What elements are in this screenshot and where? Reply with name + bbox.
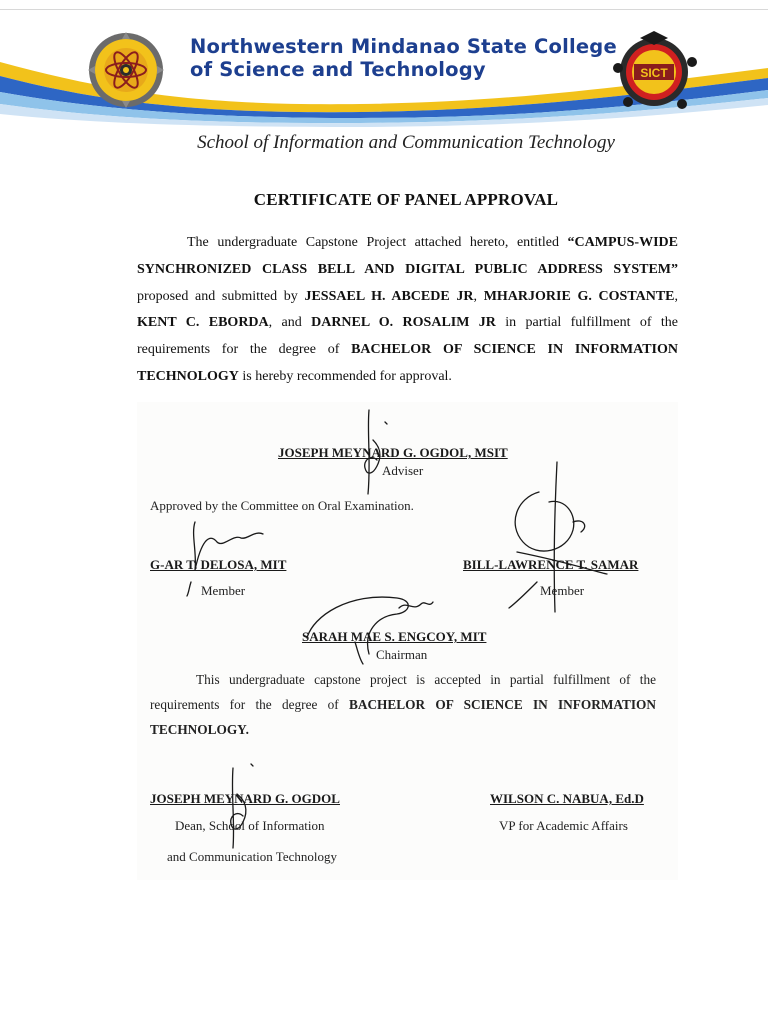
author-3: KENT C. EBORDA xyxy=(137,315,269,331)
dean-role-line1: Dean, School of Information xyxy=(175,818,325,833)
author-separator: , xyxy=(674,288,679,304)
school-name: School of Information and Communication Technology xyxy=(197,132,615,153)
body-submitted: proposed and submitted by xyxy=(137,288,305,304)
author-separator: , and xyxy=(268,315,312,331)
degree-name: BACHELOR OF SCIENCE IN INFORMATION TECHNOLOGY xyxy=(137,342,679,384)
vp-role: VP for Academic Affairs xyxy=(499,818,628,833)
certificate-title: CERTIFICATE OF PANEL APPROVAL xyxy=(253,190,559,209)
acceptance-body: This undergraduate capstone project is accepted in partial fulfillment of the requirements for the degree of xyxy=(150,672,656,712)
member1-name: G-AR T. DELOSA, MIT xyxy=(150,557,287,572)
college-name xyxy=(190,35,617,81)
member1-role: Member xyxy=(201,583,246,598)
adviser-role: Adviser xyxy=(382,463,424,478)
sict-logo xyxy=(610,24,706,114)
body-fulfillment: in partial fulfillment of the requirements for the degree of xyxy=(137,315,679,358)
project-title: “CAMPUS-WIDE SYNCHRONIZED CLASS BELL AND DIGITAL PUBLIC ADDRESS SYSTEM” xyxy=(137,235,678,277)
chairman-name: SARAH MAE S. ENGCOY, MIT xyxy=(302,629,487,644)
acceptance-text xyxy=(150,667,656,742)
author-4: DARNEL O. ROSALIM JR xyxy=(311,315,496,331)
acceptance-degree: BACHELOR OF SCIENCE IN INFORMATION TECHNOLOGY. xyxy=(150,697,656,737)
sict-logo-text: SICT xyxy=(640,66,668,80)
college-name-line1: Northwestern Mindanao State College xyxy=(190,35,617,58)
certificate-body xyxy=(137,230,678,391)
author-2: MHARJORIE G. COSTANTE xyxy=(483,288,675,304)
author-separator: , xyxy=(473,288,484,304)
member2-role: Member xyxy=(540,583,585,598)
college-name-line2: of Science and Technology xyxy=(190,58,486,81)
vp-name: WILSON C. NABUA, Ed.D xyxy=(490,791,644,806)
body-intro: The undergraduate Capstone Project attached hereto, entitled xyxy=(187,235,568,250)
adviser-name: JOSEPH MEYNARD G. OGDOL, MSIT xyxy=(278,445,508,460)
chairman-role: Chairman xyxy=(376,647,428,662)
approved-text: Approved by the Committee on Oral Examination. xyxy=(150,498,414,513)
scanned-approval-sheet xyxy=(137,402,678,880)
dean-name: JOSEPH MEYNARD G. OGDOL xyxy=(150,791,340,806)
body-closing: is hereby recommended for approval. xyxy=(238,368,452,384)
author-1: JESSAEL H. ABCEDE JR xyxy=(304,288,474,304)
college-seal-logo xyxy=(88,32,164,108)
member2-name: BILL-LAWRENCE T. SAMAR xyxy=(463,557,639,572)
dean-role-line2: and Communication Technology xyxy=(167,849,337,864)
letterhead xyxy=(0,10,768,128)
